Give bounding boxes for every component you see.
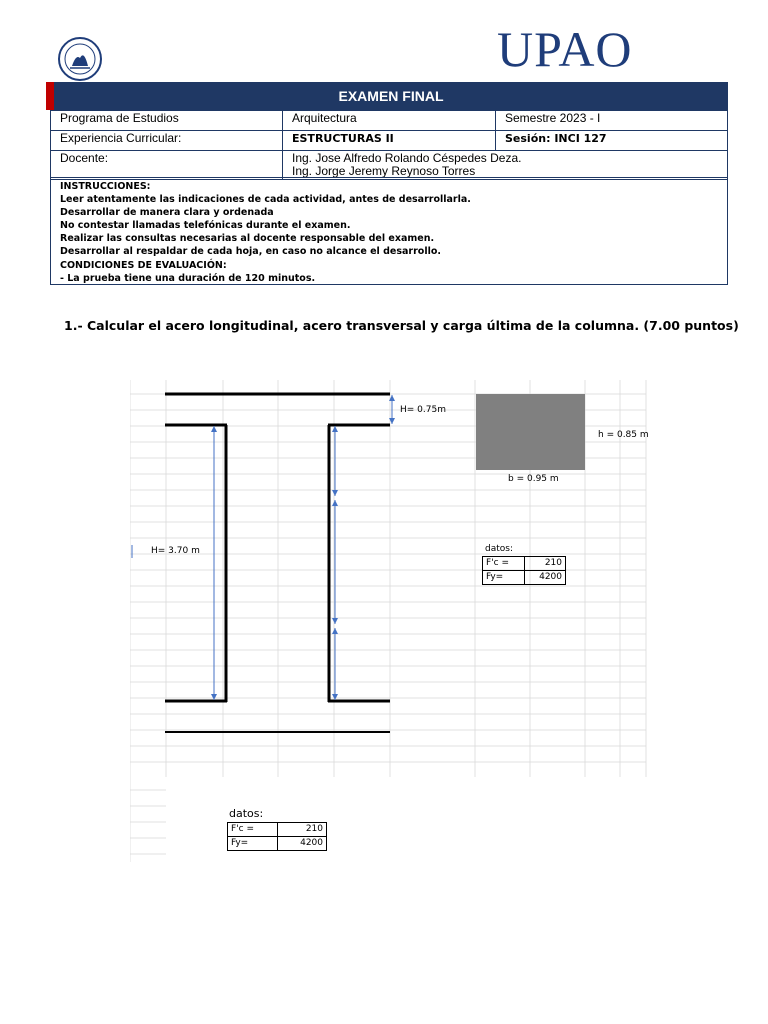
teacher-2: Ing. Jorge Jeremy Reynoso Torres [292, 164, 476, 178]
fc-label: F'c = [228, 823, 278, 837]
course-value: ESTRUCTURAS II [283, 131, 496, 151]
section-b-label: b = 0.95 m [508, 474, 559, 484]
segment-arrow [332, 500, 338, 624]
instruction-item: Leer atentamente las indicaciones de cada actividad, antes de desarrollarla. [60, 194, 471, 206]
instructions-heading: INSTRUCCIONES: [60, 181, 151, 192]
question-1: 1.- Calcular el acero longitudinal, acero transversal y carga última de la columna. (7.00 puntos) [64, 318, 739, 333]
session: Sesión: INCI 127 [496, 131, 728, 151]
column-diagram [130, 380, 650, 862]
university-seal-logo [52, 36, 108, 82]
instructions-box [50, 177, 728, 285]
evaluation-item: - La prueba tiene una duración de 120 minutos. [60, 272, 316, 284]
program-label: Programa de Estudios [51, 111, 283, 131]
segment-arrow [332, 426, 338, 496]
datos-right-label: datos: [485, 544, 513, 554]
datos-right-table [482, 556, 566, 585]
table-row [483, 557, 566, 571]
datos-bottom-table [227, 822, 327, 851]
table-row [483, 571, 566, 585]
fy-value: 4200 [277, 837, 326, 851]
height-main-label: H= 3.70 m [151, 546, 200, 556]
exam-info-table [50, 110, 728, 180]
fy-label: Fy= [483, 571, 525, 585]
section-h-label: h = 0.85 m [598, 430, 649, 440]
teacher-1: Ing. Jose Alfredo Rolando Céspedes Deza. [292, 151, 522, 165]
evaluation-heading: CONDICIONES DE EVALUACIÓN: [60, 259, 227, 271]
instruction-item: No contestar llamadas telefónicas durante el examen. [60, 220, 351, 232]
exam-title: EXAMEN FINAL [338, 88, 444, 104]
table-row [228, 837, 327, 851]
main-height-arrow [211, 426, 217, 700]
instruction-item: Desarrollar al respaldar de cada hoja, en caso no alcance el desarrollo. [60, 246, 441, 258]
fc-value: 210 [277, 823, 326, 837]
segment-arrow [332, 628, 338, 700]
instruction-item: Realizar las consultas necesarias al docente responsable del examen. [60, 233, 435, 245]
dimension-arrows [211, 395, 395, 700]
instruction-item: Desarrollar de manera clara y ordenada [60, 207, 274, 219]
datos-bottom-label: datos: [229, 807, 264, 820]
fy-value: 4200 [524, 571, 565, 585]
fy-label: Fy= [228, 837, 278, 851]
teacher-names [283, 151, 728, 180]
program-value: Arquitectura [283, 111, 496, 131]
exam-title-bar [46, 82, 728, 110]
teacher-label: Docente: [51, 151, 283, 180]
title-accent [46, 82, 54, 110]
table-row [228, 823, 327, 837]
upao-logo: UPAO [497, 21, 633, 77]
column-cross-section [476, 394, 585, 470]
fc-label: F'c = [483, 557, 525, 571]
height-top-label: H= 0.75m [400, 405, 446, 415]
fc-value: 210 [524, 557, 565, 571]
course-label: Experiencia Curricular: [51, 131, 283, 151]
semester: Semestre 2023 - I [496, 111, 728, 131]
